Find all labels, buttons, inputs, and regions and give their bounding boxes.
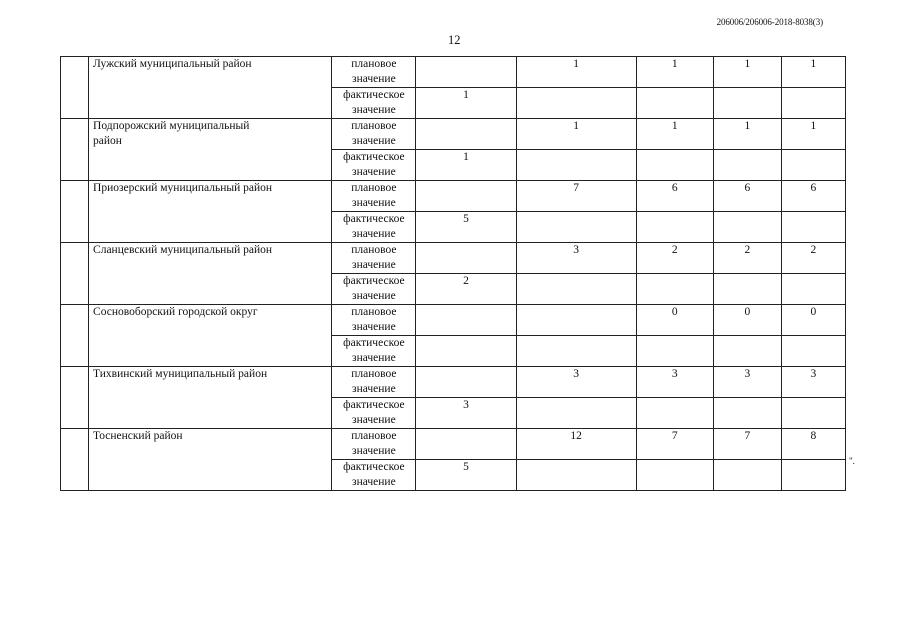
actual-value-empty-cell [416,119,516,150]
value-type-cell [332,212,416,243]
district-name-cell [89,181,332,243]
value-type-cell [332,119,416,150]
planned-value-cell: 1 [713,119,781,150]
empty-cell [781,336,845,367]
value-type-cell [332,398,416,429]
planned-value-cell: 0 [713,305,781,336]
empty-cell [636,336,713,367]
value-type-cell [332,429,416,460]
document-code: 206006/206006-2018-8038(3) [716,17,823,27]
page-number: 12 [448,33,461,47]
empty-cell [713,274,781,305]
row-number-cell [61,367,89,429]
empty-cell [636,88,713,119]
planned-label: плановое значение [351,58,397,85]
closing-quote-mark: ". [849,456,855,466]
district-name: Тихвинский муниципальный район [93,368,268,380]
table-row-planned [61,57,846,88]
empty-cell [636,460,713,491]
planned-value-cell: 1 [781,57,845,88]
planned-value-cell: 3 [516,243,636,274]
planned-label: плановое значение [351,120,397,147]
indicator-table [60,56,846,491]
empty-cell [781,88,845,119]
district-name-cell [89,367,332,429]
empty-cell [713,212,781,243]
empty-cell [713,460,781,491]
planned-value-cell: 2 [713,243,781,274]
row-number-cell [61,57,89,119]
planned-label: плановое значение [351,244,397,271]
empty-cell [516,398,636,429]
actual-label: фактическое значение [343,213,405,240]
planned-value-cell: 3 [713,367,781,398]
empty-cell [636,274,713,305]
value-type-cell [332,243,416,274]
value-type-cell [332,88,416,119]
district-name-cell [89,429,332,491]
district-name: Тосненский район [93,430,183,442]
table-row-planned [61,243,846,274]
empty-cell [781,150,845,181]
empty-cell [516,460,636,491]
district-name-cell [89,305,332,367]
actual-value-cell: 2 [416,274,516,305]
planned-label: плановое значение [351,430,397,457]
empty-cell [713,150,781,181]
planned-value-cell: 12 [516,429,636,460]
actual-value-cell: 5 [416,212,516,243]
planned-value-cell [516,305,636,336]
planned-value-cell: 2 [636,243,713,274]
value-type-cell [332,336,416,367]
district-name-cell [89,119,332,181]
actual-label: фактическое значение [343,337,405,364]
actual-value-empty-cell [416,181,516,212]
empty-cell [636,212,713,243]
district-name: Лужский муниципальный район [93,58,252,70]
planned-value-cell: 0 [781,305,845,336]
empty-cell [636,150,713,181]
district-name-cell [89,243,332,305]
empty-cell [713,398,781,429]
table-body [61,57,846,491]
planned-label: плановое значение [351,182,397,209]
planned-value-cell: 1 [636,119,713,150]
empty-cell [636,398,713,429]
district-name: Сосновоборский городской округ [93,306,258,318]
planned-value-cell: 1 [713,57,781,88]
actual-value-cell: 1 [416,88,516,119]
district-name: Сланцевский муниципальный район [93,244,273,256]
actual-value-empty-cell [416,367,516,398]
actual-value-empty-cell [416,305,516,336]
planned-value-cell: 7 [636,429,713,460]
actual-value-cell: 5 [416,460,516,491]
planned-label: плановое значение [351,368,397,395]
value-type-cell [332,274,416,305]
actual-value-empty-cell [416,243,516,274]
value-type-cell [332,181,416,212]
empty-cell [781,398,845,429]
empty-cell [516,212,636,243]
table-row-planned [61,119,846,150]
row-number-cell [61,119,89,181]
empty-cell [516,336,636,367]
planned-value-cell: 3 [636,367,713,398]
planned-value-cell: 3 [516,367,636,398]
value-type-cell [332,367,416,398]
table-row-planned [61,305,846,336]
row-number-cell [61,305,89,367]
planned-value-cell: 1 [516,119,636,150]
planned-value-cell: 7 [516,181,636,212]
planned-value-cell: 7 [713,429,781,460]
empty-cell [713,88,781,119]
row-number-cell [61,243,89,305]
planned-value-cell: 1 [636,57,713,88]
actual-value-cell: 1 [416,150,516,181]
row-number-cell [61,181,89,243]
district-name-cell [89,57,332,119]
actual-label: фактическое значение [343,151,405,178]
actual-label: фактическое значение [343,275,405,302]
row-number-cell [61,429,89,491]
planned-value-cell: 6 [781,181,845,212]
value-type-cell [332,57,416,88]
planned-value-cell: 6 [636,181,713,212]
planned-value-cell: 1 [516,57,636,88]
empty-cell [713,336,781,367]
planned-value-cell: 0 [636,305,713,336]
district-name: Приозерский муниципальный район [93,182,273,194]
empty-cell [781,460,845,491]
value-type-cell [332,150,416,181]
table-row-planned [61,429,846,460]
empty-cell [516,88,636,119]
empty-cell [516,274,636,305]
empty-cell [781,212,845,243]
actual-label: фактическое значение [343,89,405,116]
planned-value-cell: 8 [781,429,845,460]
district-name: Подпорожский муниципальный район [93,120,250,147]
planned-value-cell: 1 [781,119,845,150]
actual-value-cell [416,336,516,367]
empty-cell [516,150,636,181]
value-type-cell [332,460,416,491]
value-type-cell [332,305,416,336]
actual-label: фактическое значение [343,461,405,488]
planned-value-cell: 3 [781,367,845,398]
planned-label: плановое значение [351,306,397,333]
actual-label: фактическое значение [343,399,405,426]
actual-value-empty-cell [416,429,516,460]
table-row-planned [61,367,846,398]
table-row-planned [61,181,846,212]
actual-value-empty-cell [416,57,516,88]
empty-cell [781,274,845,305]
actual-value-cell: 3 [416,398,516,429]
planned-value-cell: 6 [713,181,781,212]
planned-value-cell: 2 [781,243,845,274]
